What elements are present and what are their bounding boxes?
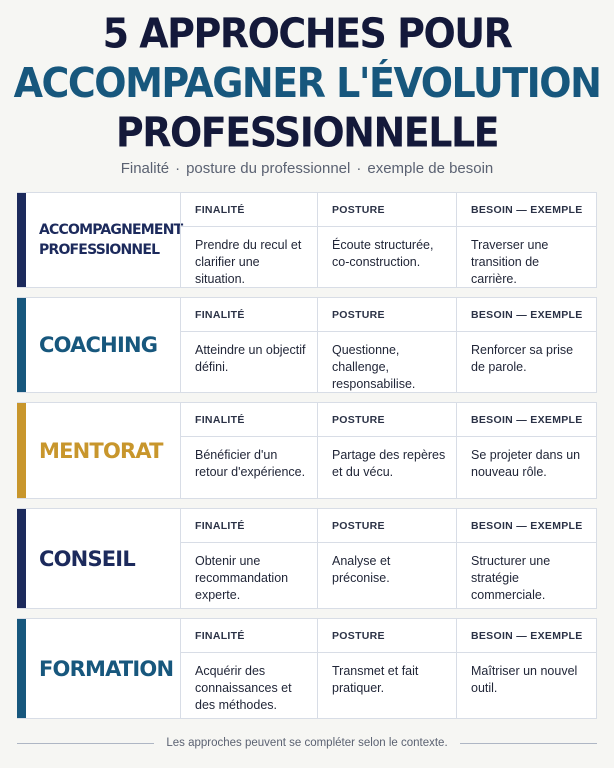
header-besoin: BESOIN — EXEMPLE: [457, 193, 596, 227]
card-accent-bar: [17, 298, 26, 392]
header-besoin: BESOIN — EXEMPLE: [457, 619, 596, 653]
card-accent-bar: [17, 193, 26, 287]
approach-name: COACHING: [39, 333, 158, 357]
besoin-text: Structurer une stratégie commerciale.: [471, 554, 551, 602]
subtitle-posture: posture du professionnel: [186, 160, 351, 177]
col-finalite: [180, 298, 317, 392]
approach-card-coaching: [17, 297, 597, 393]
finalite-text: Bénéficier d'un retour d'expérience.: [195, 448, 306, 479]
approach-card-accompagnement: [17, 192, 597, 288]
card-accent-bar: [17, 619, 26, 718]
col-posture: [317, 298, 456, 392]
posture-text: Partage des repères et du vécu.: [332, 448, 446, 479]
finalite-text: Obtenir une recommandation experte.: [195, 554, 289, 602]
header-finalite: FINALITÉ: [181, 298, 317, 332]
header-finalite: FINALITÉ: [181, 509, 317, 543]
col-besoin: [456, 509, 596, 608]
footer-note: Les approches peuvent se compléter selon le contexte.: [166, 737, 448, 749]
col-posture: [317, 509, 456, 608]
approach-name-line1: ACCOMPAGNEMENT: [39, 222, 183, 238]
approach-card-mentorat: [17, 402, 597, 499]
approach-card-formation: [17, 618, 597, 719]
col-finalite: [180, 619, 317, 718]
posture-text: Analyse et préconise.: [332, 554, 391, 585]
approach-name: [26, 193, 183, 287]
col-besoin: [456, 298, 596, 392]
posture-text: Transmet et fait pratiquer.: [332, 664, 419, 695]
header-finalite: FINALITÉ: [181, 619, 317, 653]
col-finalite: [180, 509, 317, 608]
card-accent-bar: [17, 403, 26, 498]
header-posture: POSTURE: [318, 298, 456, 332]
col-besoin: [456, 619, 596, 718]
posture-text: Questionne, challenge, responsabilise.: [332, 343, 416, 391]
approach-name: MENTORAT: [39, 438, 163, 463]
footer: [17, 737, 597, 749]
col-posture: [317, 619, 456, 718]
finalite-text: Prendre du recul et clarifier une situation.: [195, 238, 302, 286]
posture-text: Écoute structurée, co-construction.: [332, 238, 434, 269]
col-finalite: [180, 403, 317, 498]
approach-name: FORMATION: [39, 656, 174, 681]
footer-divider-left: [17, 743, 154, 744]
finalite-text: Acquérir des connaissances et des méthodes.: [195, 664, 292, 712]
title-line-2: ACCOMPAGNER L'ÉVOLUTION: [13, 59, 601, 107]
subtitle-separator: ·: [356, 160, 362, 177]
besoin-text: Traverser une transition de carrière.: [471, 238, 549, 286]
header-posture: POSTURE: [318, 403, 456, 437]
title-line-1: 5 APPROCHES POUR: [102, 9, 512, 58]
subtitle-finalite: Finalité: [120, 160, 170, 177]
besoin-text: Maîtriser un nouvel outil.: [471, 664, 578, 695]
besoin-text: Se projeter dans un nouveau rôle.: [471, 448, 581, 479]
page-title: [0, 8, 614, 157]
finalite-text: Atteindre un objectif défini.: [195, 343, 306, 374]
title-line-3: PROFESSIONNELLE: [115, 108, 499, 157]
approach-name-line2: PROFESSIONNEL: [39, 242, 160, 258]
header-besoin: BESOIN — EXEMPLE: [457, 509, 596, 543]
col-posture: [317, 403, 456, 498]
header-besoin: BESOIN — EXEMPLE: [457, 403, 596, 437]
approach-name: CONSEIL: [39, 546, 135, 571]
footer-divider-right: [460, 743, 597, 744]
header-posture: POSTURE: [318, 509, 456, 543]
col-besoin: [456, 403, 596, 498]
approach-card-conseil: [17, 508, 597, 609]
subtitle-separator: ·: [175, 160, 181, 177]
subtitle-besoin: exemple de besoin: [367, 160, 494, 177]
header-posture: POSTURE: [318, 193, 456, 227]
header-finalite: FINALITÉ: [181, 193, 317, 227]
besoin-text: Renforcer sa prise de parole.: [471, 343, 574, 374]
header-finalite: FINALITÉ: [181, 403, 317, 437]
header-besoin: BESOIN — EXEMPLE: [457, 298, 596, 332]
card-accent-bar: [17, 509, 26, 608]
col-besoin: [456, 193, 596, 287]
subtitle: [0, 160, 614, 177]
col-posture: [317, 193, 456, 287]
col-finalite: [180, 193, 317, 287]
header-posture: POSTURE: [318, 619, 456, 653]
